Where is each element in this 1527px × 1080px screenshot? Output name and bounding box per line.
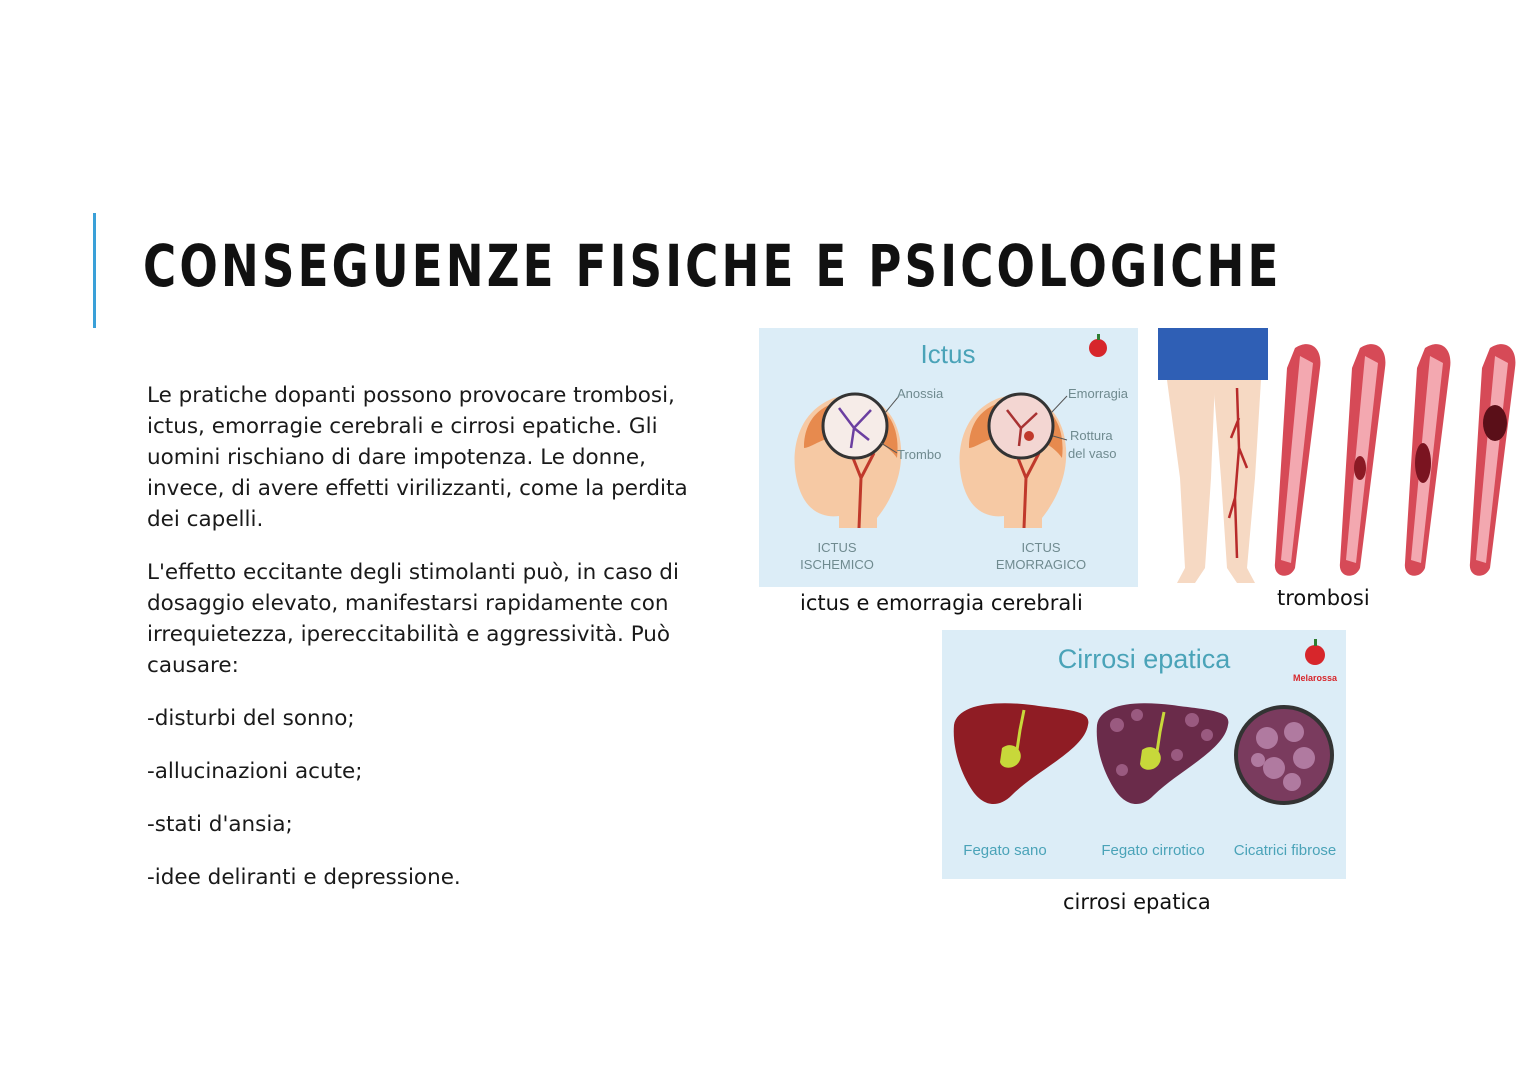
label-anossia: Anossia bbox=[897, 386, 944, 401]
title-accent-bar bbox=[93, 213, 96, 328]
label-ictus-emorragico-2: EMORRAGICO bbox=[995, 557, 1087, 572]
trombosi-image bbox=[1155, 328, 1523, 590]
label-ictus-ischemico-1: ICTUS bbox=[817, 540, 857, 555]
label-ictus-ischemico-2: ISCHEMICO bbox=[800, 557, 874, 572]
cirrosi-heading: Cirrosi epatica bbox=[1057, 644, 1231, 674]
paragraph-stimulants: L'effetto eccitante degli stimolanti può, in caso di dosaggio elevato, manifestarsi rapidamente con irrequietezza, ipereccitabilità e aggressività. Può causare: bbox=[147, 560, 679, 678]
label-trombo: Trombo bbox=[897, 447, 942, 462]
cirrosi-caption: cirrosi epatica bbox=[1063, 890, 1211, 914]
body-text bbox=[147, 380, 727, 915]
fibrous-scars-icon bbox=[1236, 707, 1332, 803]
label-ictus-emorragico-1: ICTUS bbox=[1021, 540, 1061, 555]
label-fegato-cirrotico: Fegato cirrotico bbox=[1101, 842, 1205, 859]
cirrosi-image bbox=[942, 630, 1346, 879]
cirrosi-brand: Melarossa bbox=[1292, 673, 1338, 683]
ictus-caption: ictus e emorragia cerebrali bbox=[800, 591, 1083, 615]
bullet-item: -allucinazioni acute; bbox=[147, 759, 363, 784]
bullet-item: -disturbi del sonno; bbox=[147, 706, 355, 731]
ictus-heading: Ictus bbox=[920, 339, 976, 369]
ictus-image bbox=[759, 328, 1138, 587]
paragraph-doping-risks: Le pratiche dopanti possono provocare trombosi, ictus, emorragie cerebrali e cirrosi epatiche. Gli uomini rischiano di dare impotenza. Le donne, invece, di avere effetti virilizzanti, come la perdita dei capelli. bbox=[147, 383, 688, 532]
label-emorragia: Emorragia bbox=[1068, 386, 1128, 401]
label-del-vaso: del vaso bbox=[1068, 446, 1117, 461]
slide-title: CONSEGUENZE FISICHE E PSICOLOGICHE bbox=[143, 232, 1282, 300]
trombosi-caption: trombosi bbox=[1277, 586, 1370, 610]
bullet-item: -stati d'ansia; bbox=[147, 812, 293, 837]
bullet-item: -idee deliranti e depressione. bbox=[147, 865, 461, 890]
label-fegato-sano: Fegato sano bbox=[963, 842, 1047, 859]
label-cicatrici-fibrose: Cicatrici fibrose bbox=[1233, 842, 1337, 859]
label-rottura: Rottura bbox=[1070, 428, 1113, 443]
